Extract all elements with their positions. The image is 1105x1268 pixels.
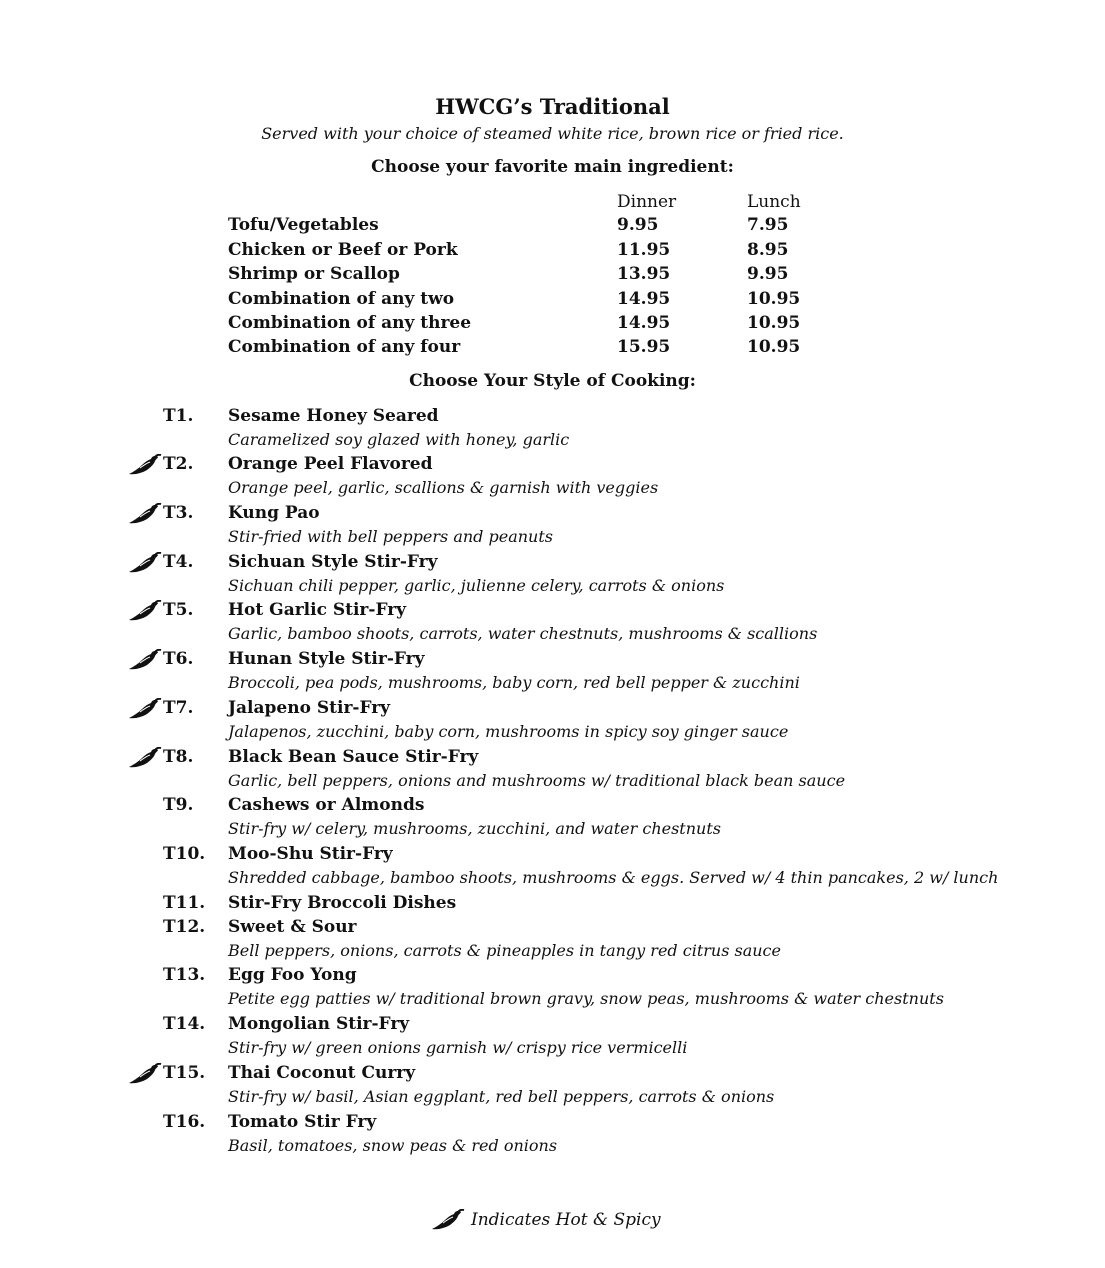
style-code: T11.	[163, 893, 206, 913]
ingredient-name: Chicken or Beef or Pork	[228, 240, 458, 260]
style-code: T9.	[163, 795, 194, 815]
style-code: T10.	[163, 844, 206, 864]
style-name: Hot Garlic Stir-Fry	[228, 600, 407, 620]
style-name: Hunan Style Stir-Fry	[228, 649, 425, 669]
ingredient-name: Combination of any three	[228, 313, 472, 333]
dinner-column-header: Dinner	[617, 192, 677, 212]
ingredient-name: Tofu/Vegetables	[228, 215, 379, 235]
chili-pepper-icon	[128, 600, 162, 622]
dinner-price: 13.95	[617, 264, 671, 284]
style-name: Tomato Stir Fry	[228, 1112, 377, 1132]
style-name: Black Bean Sauce Stir-Fry	[228, 747, 479, 767]
style-description: Sichuan chili pepper, garlic, julienne celery, carrots & onions	[228, 576, 725, 595]
style-code: T6.	[163, 649, 194, 669]
style-description: Stir-fry w/ basil, Asian eggplant, red bell peppers, carrots & onions	[228, 1087, 775, 1106]
style-code: T2.	[163, 454, 194, 474]
style-description: Broccoli, pea pods, mushrooms, baby corn, red bell pepper & zucchini	[228, 673, 800, 692]
dinner-price: 15.95	[617, 337, 671, 357]
chili-pepper-icon	[128, 454, 162, 476]
page-subtitle: Served with your choice of steamed white rice, brown rice or fried rice.	[261, 124, 844, 143]
style-description: Orange peel, garlic, scallions & garnish with veggies	[228, 478, 659, 497]
style-name: Mongolian Stir-Fry	[228, 1014, 410, 1034]
style-code: T16.	[163, 1112, 206, 1132]
price-row	[0, 240, 1105, 264]
style-name: Kung Pao	[228, 503, 320, 523]
dinner-price: 11.95	[617, 240, 671, 260]
style-name: Sesame Honey Seared	[228, 406, 439, 426]
price-row	[0, 215, 1105, 239]
lunch-price: 10.95	[747, 289, 801, 309]
style-name: Jalapeno Stir-Fry	[228, 698, 391, 718]
style-description: Stir-fried with bell peppers and peanuts	[228, 527, 553, 546]
ingredient-heading: Choose your favorite main ingredient:	[371, 157, 734, 177]
style-code: T5.	[163, 600, 194, 620]
chili-pepper-icon	[128, 698, 162, 720]
style-name: Egg Foo Yong	[228, 965, 357, 985]
ingredient-name: Combination of any four	[228, 337, 461, 357]
lunch-price: 7.95	[747, 215, 789, 235]
lunch-price: 9.95	[747, 264, 789, 284]
legend-text: Indicates Hot & Spicy	[471, 1210, 661, 1230]
style-description: Jalapenos, zucchini, baby corn, mushrooms in spicy soy ginger sauce	[228, 722, 789, 741]
style-name: Sweet & Sour	[228, 917, 357, 937]
price-row	[0, 313, 1105, 337]
style-code: T7.	[163, 698, 194, 718]
style-code: T3.	[163, 503, 194, 523]
page-title: HWCG’s Traditional	[435, 94, 670, 119]
dinner-price: 9.95	[617, 215, 659, 235]
style-description: Bell peppers, onions, carrots & pineapples in tangy red citrus sauce	[228, 941, 781, 960]
cooking-style-heading: Choose Your Style of Cooking:	[409, 371, 696, 391]
ingredient-name: Combination of any two	[228, 289, 455, 309]
style-description: Caramelized soy glazed with honey, garlic	[228, 430, 570, 449]
style-name: Orange Peel Flavored	[228, 454, 433, 474]
price-row	[0, 264, 1105, 288]
style-name: Moo-Shu Stir-Fry	[228, 844, 393, 864]
style-description: Stir-fry w/ celery, mushrooms, zucchini, and water chestnuts	[228, 819, 721, 838]
chili-pepper-icon	[128, 503, 162, 525]
style-code: T14.	[163, 1014, 206, 1034]
chili-pepper-icon	[430, 1209, 466, 1231]
lunch-price: 8.95	[747, 240, 789, 260]
chili-pepper-icon	[128, 747, 162, 769]
style-name: Stir-Fry Broccoli Dishes	[228, 893, 457, 913]
price-row	[0, 337, 1105, 361]
chili-pepper-icon	[128, 1063, 162, 1085]
chili-pepper-icon	[128, 552, 162, 574]
style-description: Garlic, bell peppers, onions and mushrooms w/ traditional black bean sauce	[228, 771, 846, 790]
style-name: Cashews or Almonds	[228, 795, 425, 815]
style-description: Petite egg patties w/ traditional brown gravy, snow peas, mushrooms & water chestnuts	[228, 989, 944, 1008]
lunch-price: 10.95	[747, 313, 801, 333]
chili-pepper-icon	[128, 649, 162, 671]
style-name: Thai Coconut Curry	[228, 1063, 416, 1083]
lunch-price: 10.95	[747, 337, 801, 357]
dinner-price: 14.95	[617, 289, 671, 309]
style-code: T4.	[163, 552, 194, 572]
style-description: Garlic, bamboo shoots, carrots, water chestnuts, mushrooms & scallions	[228, 624, 818, 643]
ingredient-name: Shrimp or Scallop	[228, 264, 400, 284]
lunch-column-header: Lunch	[747, 192, 801, 212]
style-code: T13.	[163, 965, 206, 985]
style-code: T1.	[163, 406, 194, 426]
style-name: Sichuan Style Stir-Fry	[228, 552, 438, 572]
style-code: T15.	[163, 1063, 206, 1083]
style-code: T8.	[163, 747, 194, 767]
style-description: Stir-fry w/ green onions garnish w/ crispy rice vermicelli	[228, 1038, 688, 1057]
price-row	[0, 289, 1105, 313]
style-code: T12.	[163, 917, 206, 937]
dinner-price: 14.95	[617, 313, 671, 333]
style-description: Basil, tomatoes, snow peas & red onions	[228, 1136, 558, 1155]
style-description: Shredded cabbage, bamboo shoots, mushrooms & eggs. Served w/ 4 thin pancakes, 2 w/ lunch	[228, 868, 999, 887]
